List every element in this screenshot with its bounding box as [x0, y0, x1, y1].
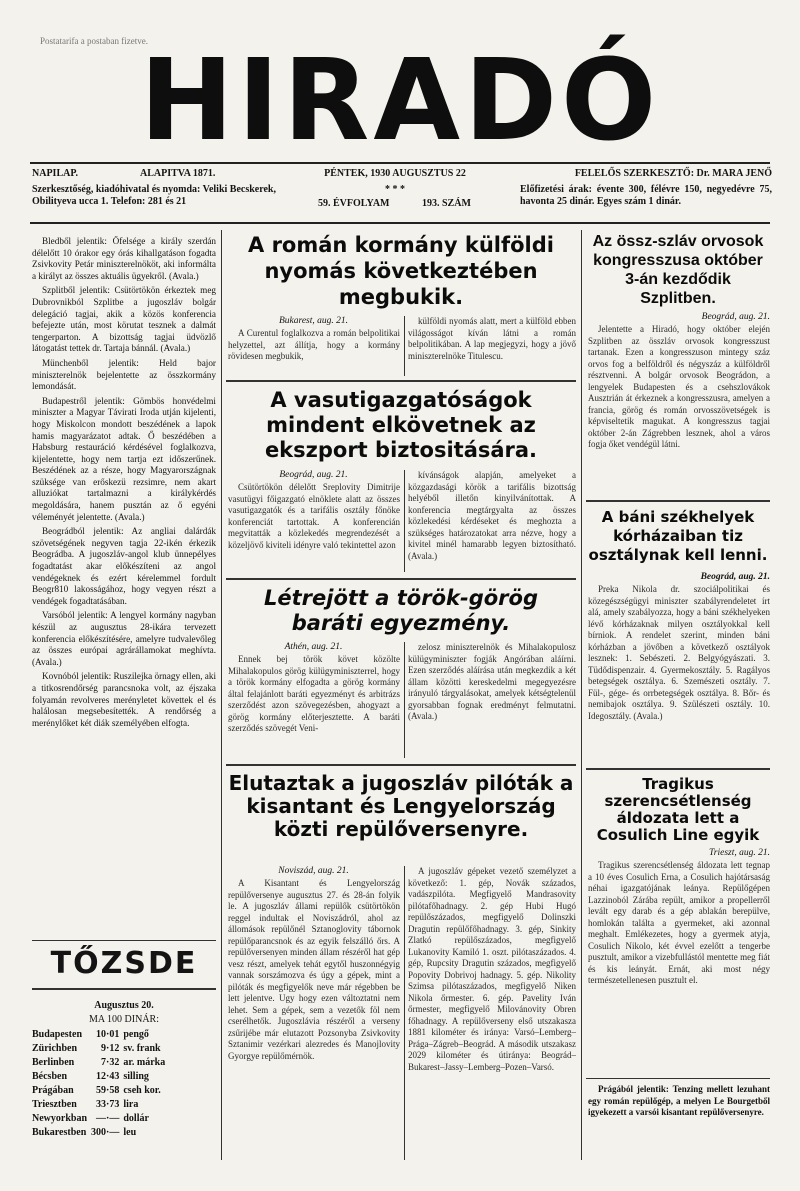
bourse-value: 59·58 [96, 1085, 120, 1096]
headline-romania: A román kormány külföldi nyomás következtében megbukik. [248, 233, 554, 309]
turkgreek-col-divider [404, 642, 405, 758]
bourse-city: Newyorkban [32, 1113, 88, 1124]
text-romania-right [408, 316, 576, 376]
column-divider-1 [221, 230, 222, 1160]
headline-pilots: Elutaztak a jugoszláv pilóták a kisantant és Lengyelország közti repülőversenyre. [228, 772, 574, 841]
news-kovno: Kovnóból jelentik: Ruszilejka örnagy ellen, aki a titkosrendőrség parancsnoka volt, az éjszaka folyamán revolveres merényletet követtek el és halálosan megsebesítették. A rendőrség a merénylőket két diák személyében elfogta. [32, 671, 216, 728]
paragraph: Tragikus szerencsétlenség áldozata lett tegnap a 10 éves Cosulich Erna, a Cosulich hajótársaság néhai igazgatójának leánya. Repülőgépen Lazzinoból Zárába repült, amikor a propellerről levált egy darab és a gép ablakán berepülve, homlokán találta a gyermeket, aki azonnal meghalt. Emlékezetes, hogy a gyermek atyja, Cosulich Nikolo, két évvel ezelőtt a tengerbe pusztult, amikor a vizebfullástól mentette meg fiát és kis leányát. Ernát, aki most négy természetellenesen pusztult el. [588, 860, 770, 985]
header-subscription: Előfizetési árak: évente 300, félévre 150, negyedévre 75, havonta 25 dinár. Egyes szám 1 dinár. [520, 184, 772, 207]
paragraph: külföldi nyomás alatt, mert a külföld ebben világosságot kíván látni a román belpolitikában. A lap megjegyzi, hogy a jövő miniszterelnöke Titulescu. [408, 316, 576, 361]
rule-romania [226, 380, 576, 382]
headline-turkgreek: Létrejött a török-görög baráti egyezmény. [264, 586, 538, 635]
bourse-currency: silling [123, 1071, 149, 1082]
masthead-title: HIRADÓ [139, 36, 661, 166]
header-rule-top [30, 162, 770, 164]
dateline-cosulich: Trieszt, aug. 21. [709, 848, 770, 858]
header-number: 193. SZÁM [422, 198, 471, 209]
paragraph: A Kisantant és Lengyelország repülőversenye augusztus 27. és 28-án folyik le. A jugoszláv állami repülők csütörtökön reggel indultak el Noviszádról, ahol az állomások repülőnél Sztanoglovity tábornok repülőparancsnok és az egyik felszálló őrs. A repülőversenyen minden állam részéről hat gép vesz részt, amelyek tehát egytől huszonnégyig vannak sorszámozva és úgy a gépek, mint a pilóták és megfigyelők neve már régebben be lett jelentve. Ugy hogy ezen változtatni nem lehet. Sem a gépek, sem a vezetők föl nem cserélhetők. Jugoszlávia részéről a verseny zsűrijébe már elutazott Pozsonyba Zsivkovity Sztanimir vezérkari alezredes és Manojlovity Gyorgye repülőmérnök. [228, 878, 400, 1061]
bourse-value: 7·32 [101, 1057, 120, 1068]
left-news-column [32, 236, 216, 936]
paragraph: zelosz miniszterelnök és Mihalakopulosz külügyminiszter fogják Angórában aláírni. Ezen szerződés aláírása után megkezdik a két állam közötti kereskedelmi megegyezésre irányuló tárgyalásokat, amelyek kétségtelenül gyorsabban fognak eredményt felmutatni. (Avala.) [408, 642, 576, 721]
bourse-currency: dollár [123, 1113, 149, 1124]
bourse-value: 12·43 [96, 1071, 120, 1082]
rule-cosulich [586, 1078, 770, 1079]
bourse-city: Bukarestben [32, 1127, 87, 1138]
dateline-pilots: Noviszád, aug. 21. [278, 866, 349, 876]
bourse-row [30, 1042, 167, 1056]
paragraph: Csütörtökön délelőtt Sreplovity Dimitrije vasutügyi főigazgató elnöklete alatt az összes vasutigazgatók és a tarifális osztály főnöke konferenciát tartottak. A konferencián megvitatták a közlekedés megrendezését a közeljövő kiviteli idényre való tekintettel azon [228, 482, 400, 550]
bourse-currency: lira [123, 1099, 139, 1110]
bourse-subtitle: MA 100 DINÁR: [88, 1014, 159, 1025]
text-ban [588, 584, 770, 760]
paragraph: A Curentul foglalkozva a román belpolitikai helyzettel, azt állítja, hogy a kormány rövidesen megbukik, [228, 328, 400, 361]
header-office: Szerkesztőség, kiadóhivatal és nyomda: Veliki Becskerek, Obilityeva ucca 1. Telefon: 281 és 21 [32, 184, 276, 207]
header-stars: * * * [385, 184, 405, 195]
bourse-city: Budapesten [32, 1029, 83, 1040]
text-pilots-right [408, 866, 576, 1160]
bourse-currency: pengő [123, 1029, 149, 1040]
text-turkgreek-left [228, 654, 400, 758]
rule-ban [586, 768, 770, 770]
header-volume: 59. ÉVFOLYAM [318, 198, 390, 209]
bourse-currency: cseh kor. [123, 1085, 161, 1096]
news-beograd: Beográdból jelentik: Az angliai dalárdák szövetségének negyven tagja 22-ikén érkezik Beográdba. A jugoszláv-angol klub ünnepélyes fogadtatást akar előkészíteni az angol vendégeknek és ezért kérelemmel fordult Beogr810 lakosságához, hogy vegyen részt a vendégek fogadtatásában. [32, 526, 216, 606]
rule-turkgreek [226, 764, 576, 766]
paragraph: A jugoszláv gépeket vezető személyzet a következő: 1. gép, Novák százados, vadászpilóta. Megfigyelő Mandrasovity pilótafőhadnagy. 2. gép Hubi Hugó repülőszázados, megfigyelő Dolinszki Dragutin repülőfőhadnagy. 3. gép, Sinkity Zlatkó repülőszázados, megfigyelő Lukanovity Kamiló 1. oszt. pilótaszázados. 4. gép, Rupcsity Dragutin százados, megfigyelő Popovity Dobrivoj hadnagy. 5. gép. Nikolity Szimsa pilótaszázados, megfigyelő Niken Nikola őrmester. 6. gép. Pavelity Iván őrmester, megfigyelő Milovánovity Obren főhadnagy. A repülőverseny első utszakasza 1881 kilométer és iránya: Varsó–Lemberg–Prága–Zágreb–Beográd. A második utszakasz 2029 kilométer és útiránya: Beográd–Bukarest–Jassy–Lemberg–Pozen–Varsó. [408, 866, 576, 1072]
bourse-value: 9·12 [101, 1043, 120, 1054]
pilots-col-divider [404, 866, 405, 1160]
bourse-row [30, 1056, 167, 1070]
bourse-row [30, 1028, 167, 1042]
bourse-city: Zürichben [32, 1043, 78, 1054]
header-date: PÉNTEK, 1930 AUGUSZTUS 22 [324, 168, 466, 179]
text-turkgreek-right [408, 642, 576, 758]
romania-col-divider [404, 316, 405, 376]
news-budapest: Budapestről jelentik: Gömbös honvédelmi miniszter a Magyar Távirati Iroda utján kijelenti, hogy Miskolcon mondott beszédének a lapok hamis magyarázatot adtak. Ő beszédében a Habsburg restauráció kérdésével foglalkozva, kijelentette, hogy nem tartja ezt időszerűnek. Beszédének az a része, hogy Magyarországnak szüksége van erőskezü rezsimre, nem akart alluziókat tartalmazni a királykérdés megoldására, hanem pusztán az ő egyéni véleményét jelentette. (Avala.) [32, 395, 216, 522]
headline-congress: Az össz-szláv orvosok kongresszusa október 3-án kezdődik Szplitben. [592, 233, 764, 307]
text-cosulich [588, 860, 770, 1070]
text-congress [588, 324, 770, 484]
dateline-romania: Bukarest, aug. 21. [278, 316, 349, 326]
column-divider-2 [581, 230, 582, 1160]
headline-cosulich: Tragikus szerencsétlenség áldozata lett a Cosulich Line egyik [596, 776, 760, 844]
dateline-turkgreek: Athén, aug. 21. [284, 642, 343, 652]
news-szplit: Szplitből jelentik: Csütörtökön érkeztek meg Dubrovnikból Szplitbe a jugoszláv bolgár delegáció tagjai, akik a közös konferencia befejezte után, most körutat tesznek a dalmát tengerparton. A bizottság tagjai üdvözlő látogatást tettek dr. Tartaja bánnál. (Avala.) [32, 285, 216, 354]
header-rule-bottom [30, 222, 770, 224]
dateline-congress: Beográd, aug. 21. [701, 312, 770, 322]
news-munchen: Münchenből jelentik: Held bajor miniszterelnök bejelentette az összkormány lemondását. [32, 357, 216, 392]
bourse-date: Augusztus 20. [94, 1000, 154, 1011]
dateline-railway: Beográd, aug. 21. [279, 470, 348, 480]
text-railway-left [228, 482, 400, 572]
railway-col-divider [404, 470, 405, 572]
paragraph: Ennek bej török követ közölte Mihalakopulos görög külügyminiszterrel, hogy a török kormány elfogadta a görög kormány által felajánlott baráti egyezményt és arbitrázs szerződést azon szövegezésben, ahogyazt a görög kormány előterjesztette. A baráti szerződés szövegét Veni- [228, 654, 400, 733]
rule-congress [586, 500, 770, 502]
news-bled: Bledből jelentik: Őfelsége a király szerdán délelőtt 10 órakor egy órás kihallgatáson fogadta Zsivkovity Petár miniszterelnököt, aki informálta a királyt az összes aktuális ügyekről. (Avala.) [32, 236, 216, 281]
bourse-city: Bécsben [32, 1071, 67, 1082]
bourse-city: Berlinben [32, 1057, 75, 1068]
bourse-rule-top [32, 940, 216, 941]
paragraph: Prágából jelentik: Tenzing mellett lezuhant egy román repülőgép, a melyen Le Bourgetből igyekezett a varsói kisantant repülőversenyre. [588, 1084, 770, 1117]
bourse-value: 300·— [91, 1127, 120, 1138]
header-daily: NAPILAP. [32, 168, 79, 179]
paragraph: Preka Nikola dr. szociálpolitikai és közegészségügyi miniszter szabályrendeletet írt alá, amely szabályozza, hogy a báni székhelyeken lévő kórházaknak milyen osztályokkal kell bírniok. A rendelet szerint, minden báni kórházban a jövőben a következő osztályok lesznek: 1. Sebészeti. 2. Belgyógyászati. 3. Tüdődispenzair. 4. Gyermekosztály. 5. Ragályos betegségek osztálya. 6. Szemészeti osztály. 7. Fül-, gége- és orrbetegségek osztálya. 8. Bőr- és nemibajok osztálya. 9. Szülészeti osztály. 10. Idegosztály. (Avala.) [588, 584, 770, 721]
text-prague-brief [588, 1084, 770, 1144]
bourse-title: TŐZSDE [50, 946, 198, 981]
headline-ban: A báni székhelyek kórházaiban tiz osztálynak kell lenni. [588, 508, 768, 564]
bourse-row [30, 1112, 167, 1126]
bourse-value: 10·01 [96, 1029, 120, 1040]
text-romania-left [228, 328, 400, 376]
bourse-table [30, 1028, 167, 1140]
headline-railway: A vasutigazgatóságok mindent elkövetnek az ekszport biztositására. [264, 388, 538, 462]
paragraph: kívánságok alapján, amelyeket a közgazdasági körök a tarifális bizottság helyéből illetőn kinyilvánítottak. A konferencia megtárgyalta az összes közlekedési kérdéseket és meghozta a szükséges határozatokat arra nézve, hogy a kivitel minél hamarabb legyen biztosítható. (Avala.) [408, 470, 576, 561]
paragraph: Jelentette a Hiradó, hogy október elején Szplitben az összláv orvosok kongresszust tartanak. Ezen a kongresszuson mintegy száz orvos fog a belföldről és négyszáz a külföldről résztvenni. A bolgár orvosok Beográdon, a lengyelek Budapesten és a csehszlovákok Ausztrián át érkeznek a kongresszusra, amelyen a francia, görög és román orvosszövetségek is képviseltetik magukat. A kongresszus tagjai október 2-án Zágrebben lesznek, ahol a város fogja őket vendégül látni. [588, 324, 770, 449]
text-railway-right [408, 470, 576, 572]
bourse-currency: ar. márka [123, 1057, 166, 1068]
news-varso: Varsóból jelentik: A lengyel kormány nagyban készül az augusztus 28-ikára tervezett konferencia előkészítésére, amelyre tudvalevőleg az összes európai agrárállamokat meghívta. (Avala.) [32, 610, 216, 667]
postage-note: Postatarifa a postaban fizetve. [40, 36, 148, 46]
bourse-value: 33·73 [96, 1099, 120, 1110]
header-editor: FELELŐS SZERKESZTŐ: Dr. MARA JENŐ [574, 168, 772, 179]
bourse-rule-bottom [32, 988, 216, 990]
text-pilots-left [228, 878, 400, 1160]
bourse-currency: sv. frank [123, 1043, 161, 1054]
header-founded: ALAPITVA 1871. [140, 168, 216, 179]
bourse-row [30, 1070, 167, 1084]
rule-railway [226, 578, 576, 580]
bourse-currency: leu [123, 1127, 137, 1138]
bourse-row [30, 1098, 167, 1112]
bourse-city: Prágában [32, 1085, 74, 1096]
bourse-value: —·— [96, 1113, 120, 1124]
dateline-ban: Beográd, aug. 21. [700, 572, 770, 582]
bourse-row [30, 1126, 167, 1140]
bourse-city: Triesztben [32, 1099, 77, 1110]
bourse-row [30, 1084, 167, 1098]
